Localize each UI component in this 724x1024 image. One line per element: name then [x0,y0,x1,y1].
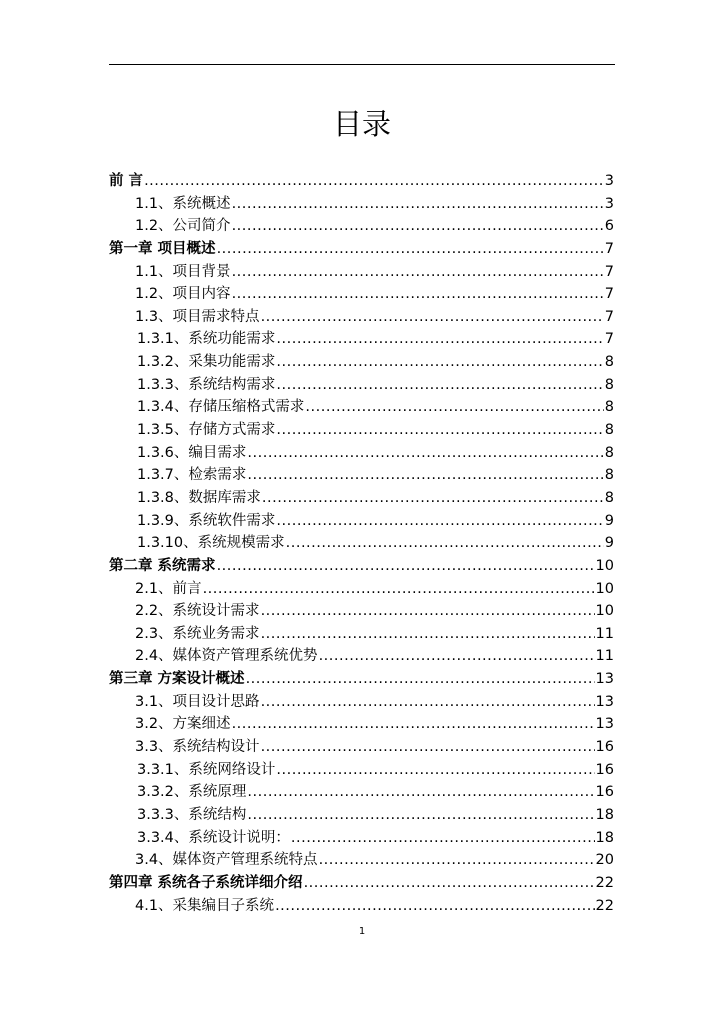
toc-entry-label: 1.3.3、系统结构需求 [137,376,276,393]
toc-entry[interactable] [109,713,614,736]
toc-leader-dots [232,261,604,284]
toc-entry[interactable] [109,328,614,351]
toc-entry[interactable] [109,691,614,714]
toc-entry[interactable] [109,804,614,827]
toc-entry-label: 1.3.9、系统软件需求 [137,512,276,529]
toc-entry-label: 2.4、媒体资产管理系统优势 [135,648,318,665]
toc-entry-page: 7 [604,286,614,303]
toc-leader-dots [247,464,603,487]
toc-entry-page: 11 [595,648,614,665]
toc-entry[interactable] [109,442,614,465]
toc-leader-dots [246,668,595,691]
toc-entry-label: 1.3、项目需求特点 [135,308,260,325]
toc-leader-dots [217,555,595,578]
toc-leader-dots [276,510,603,533]
toc-leader-dots [247,804,594,827]
toc-leader-dots [286,532,604,555]
toc-entry-label: 3.4、媒体资产管理系统特点 [135,852,318,869]
toc-leader-dots [203,578,595,601]
toc-entry-label: 4.1、采集编目子系统 [135,897,275,914]
toc-entry[interactable] [109,781,614,804]
toc-entry-page: 22 [595,897,614,914]
toc-entry-page: 22 [595,874,614,891]
toc-entry[interactable] [109,419,614,442]
toc-leader-dots [291,827,595,850]
toc-entry[interactable] [109,759,614,782]
toc-entry-label: 第二章 系统需求 [109,557,216,574]
toc-entry-page: 8 [604,467,614,484]
toc-entry-label: 2.1、前言 [135,580,202,597]
toc-leader-dots [232,215,604,238]
toc-leader-dots [276,419,603,442]
toc-entry[interactable] [109,374,614,397]
toc-leader-dots [276,351,603,374]
toc-leader-dots [261,623,595,646]
toc-entry-page: 8 [604,422,614,439]
toc-leader-dots [247,781,594,804]
toc-entry-label: 1.3.4、存储压缩格式需求 [137,399,305,416]
toc-entry[interactable] [109,170,614,193]
toc-entry-label: 1.3.1、系统功能需求 [137,331,276,348]
toc-entry-label: 1.3.10、系统规模需求 [137,535,285,552]
toc-entry[interactable] [109,849,614,872]
toc-entry-label: 1.3.5、存储方式需求 [137,422,276,439]
toc-entry-page: 8 [604,489,614,506]
toc-entry[interactable] [109,532,614,555]
toc-leader-dots [232,713,595,736]
toc-entry[interactable] [109,578,614,601]
toc-entry[interactable] [109,215,614,238]
toc-leader-dots [261,736,595,759]
toc-entry-page: 8 [604,444,614,461]
toc-entry[interactable] [109,193,614,216]
toc-leader-dots [217,238,604,261]
toc-entry-label: 3.3.4、系统设计说明： [137,829,290,846]
toc-entry-label: 第三章 方案设计概述 [109,671,245,688]
toc-entry-page: 16 [595,739,614,756]
toc-entry-label: 1.1、系统概述 [135,195,231,212]
toc-entry-label: 3.3.2、系统原理 [137,784,247,801]
toc-entry[interactable] [109,623,614,646]
toc-entry-page: 11 [595,625,614,642]
toc-entry[interactable] [109,555,614,578]
toc-entry-page: 10 [595,603,614,620]
toc-entry-label: 3.3、系统结构设计 [135,739,260,756]
toc-leader-dots [261,600,595,623]
toc-entry-page: 8 [604,354,614,371]
toc-entry-label: 第一章 项目概述 [109,240,216,257]
toc-entry[interactable] [109,872,614,895]
toc-entry[interactable] [109,895,614,918]
toc-entry-page: 7 [604,308,614,325]
toc-entry-page: 13 [595,693,614,710]
toc-entry-page: 18 [595,806,614,823]
toc-entry[interactable] [109,351,614,374]
toc-leader-dots [305,396,603,419]
toc-leader-dots [304,872,595,895]
toc-entry-label: 1.3.8、数据库需求 [137,489,261,506]
toc-entry-page: 6 [604,218,614,235]
toc-entry-page: 10 [595,580,614,597]
toc-entry-label: 3.3.3、系统结构 [137,806,247,823]
toc-entry-label: 2.3、系统业务需求 [135,625,260,642]
toc-entry[interactable] [109,464,614,487]
toc-entry-page: 10 [595,557,614,574]
toc-entry-page: 9 [604,535,614,552]
page-title: 目录 [332,107,391,141]
toc-entry-label: 3.1、项目设计思路 [135,693,260,710]
toc-entry-page: 8 [604,399,614,416]
toc-leader-dots [144,170,604,193]
toc-entry-label: 3.2、方案细述 [135,716,231,733]
toc-entry-page: 16 [595,761,614,778]
toc-leader-dots [276,374,603,397]
toc-entry-page: 7 [604,331,614,348]
toc-leader-dots [232,283,604,306]
toc-entry-page: 18 [595,829,614,846]
toc-entry-page: 20 [595,852,614,869]
toc-entry-page: 13 [595,716,614,733]
toc-entry-page: 9 [604,512,614,529]
toc-entry-page: 16 [595,784,614,801]
toc-entry[interactable] [109,306,614,329]
toc-entry-label: 1.3.7、检索需求 [137,467,247,484]
toc-leader-dots [261,691,595,714]
toc-entry-label: 1.3.2、采集功能需求 [137,354,276,371]
toc-entry[interactable] [109,487,614,510]
toc-leader-dots [276,759,594,782]
toc-entry-label: 1.1、项目背景 [135,263,231,280]
toc-entry-label: 1.2、公司简介 [135,218,231,235]
table-of-contents [109,170,614,917]
toc-entry[interactable] [109,238,614,261]
toc-entry[interactable] [109,600,614,623]
toc-entry-page: 8 [604,376,614,393]
toc-leader-dots [261,306,604,329]
page-number: 1 [358,926,366,937]
toc-entry-label: 1.3.6、编目需求 [137,444,247,461]
toc-leader-dots [319,849,595,872]
header-rule [109,64,615,65]
toc-entry[interactable] [109,261,614,284]
toc-entry-page: 3 [604,173,614,189]
toc-entry-label: 第四章 系统各子系统详细介绍 [109,874,303,891]
toc-entry[interactable] [109,645,614,668]
toc-entry[interactable] [109,827,614,850]
toc-entry-label: 2.2、系统设计需求 [135,603,260,620]
toc-entry[interactable] [109,396,614,419]
toc-entry-label: 3.3.1、系统网络设计 [137,761,276,778]
toc-entry-page: 7 [604,263,614,280]
toc-entry-page: 13 [595,671,614,688]
toc-entry[interactable] [109,736,614,759]
toc-leader-dots [247,442,603,465]
toc-entry[interactable] [109,668,614,691]
toc-entry-label: 前 言 [109,173,144,189]
toc-entry[interactable] [109,283,614,306]
toc-leader-dots [232,193,604,216]
toc-leader-dots [275,895,594,918]
toc-leader-dots [276,328,603,351]
toc-entry-page: 3 [604,195,614,212]
toc-entry-label: 1.2、项目内容 [135,286,231,303]
toc-entry[interactable] [109,510,614,533]
toc-leader-dots [262,487,604,510]
toc-leader-dots [319,645,595,668]
toc-entry-page: 7 [604,240,614,257]
